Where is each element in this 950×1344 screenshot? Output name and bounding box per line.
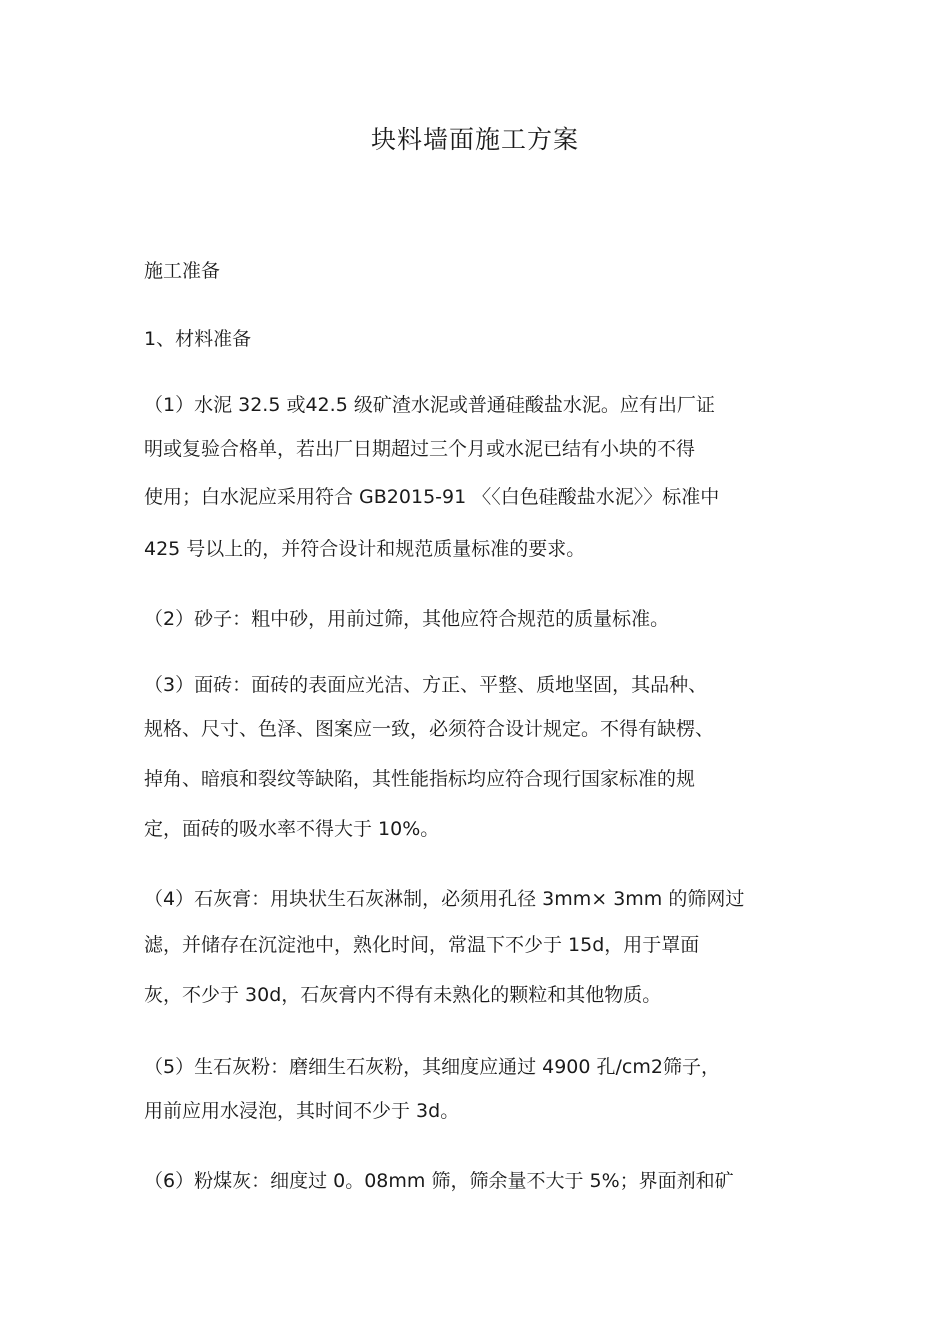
paragraph-3-line-3: 掉角、暗痕和裂纹等缺陷，其性能指标均应符合现行国家标准的规 bbox=[144, 768, 696, 790]
paragraph-3-line-4: 定，面砖的吸水率不得大于 10%。 bbox=[144, 818, 440, 840]
paragraph-5-line-2: 用前应用水浸泡，其时间不少于 3d。 bbox=[144, 1100, 460, 1122]
paragraph-4-line-3: 灰，不少于 30d，石灰膏内不得有未熟化的颗粒和其他物质。 bbox=[144, 984, 662, 1006]
paragraph-1-line-4: 425 号以上的，并符合设计和规范质量标准的要求。 bbox=[144, 538, 586, 560]
paragraph-3-line-1: （3）面砖：面砖的表面应光洁、方正、平整、质地坚固，其品种、 bbox=[144, 674, 708, 696]
paragraph-1-line-2: 明或复验合格单，若出厂日期超过三个月或水泥已结有小块的不得 bbox=[144, 438, 696, 460]
paragraph-4-line-2: 滤，并储存在沉淀池中，熟化时间，常温下不少于 15d，用于罩面 bbox=[144, 934, 700, 956]
document-title: 块料墙面施工方案 bbox=[370, 125, 579, 154]
paragraph-1-line-1: （1）水泥 32.5 或42.5 级矿渣水泥或普通硅酸盐水泥。应有出厂证 bbox=[144, 394, 715, 416]
section-heading: 施工准备 bbox=[144, 260, 221, 282]
paragraph-4-line-1: （4）石灰膏：用块状生石灰淋制，必须用孔径 3mm× 3mm 的筛网过 bbox=[144, 888, 745, 910]
paragraph-6-line-1: （6）粉煤灰：细度过 0。08mm 筛，筛余量不大于 5%；界面剂和矿 bbox=[144, 1170, 734, 1192]
subsection-heading: 1、材料准备 bbox=[144, 328, 252, 350]
paragraph-5-line-1: （5）生石灰粉：磨细生石灰粉，其细度应通过 4900 孔/cm2筛子， bbox=[144, 1056, 720, 1078]
paragraph-3-line-2: 规格、尺寸、色泽、图案应一致，必须符合设计规定。不得有缺楞、 bbox=[144, 718, 715, 740]
paragraph-1-line-3: 使用；白水泥应采用符合 GB2015-91 〈〈白色硅酸盐水泥〉〉标准中 bbox=[144, 486, 720, 508]
paragraph-2-line-1: （2）砂子：粗中砂，用前过筛，其他应符合规范的质量标准。 bbox=[144, 608, 670, 630]
